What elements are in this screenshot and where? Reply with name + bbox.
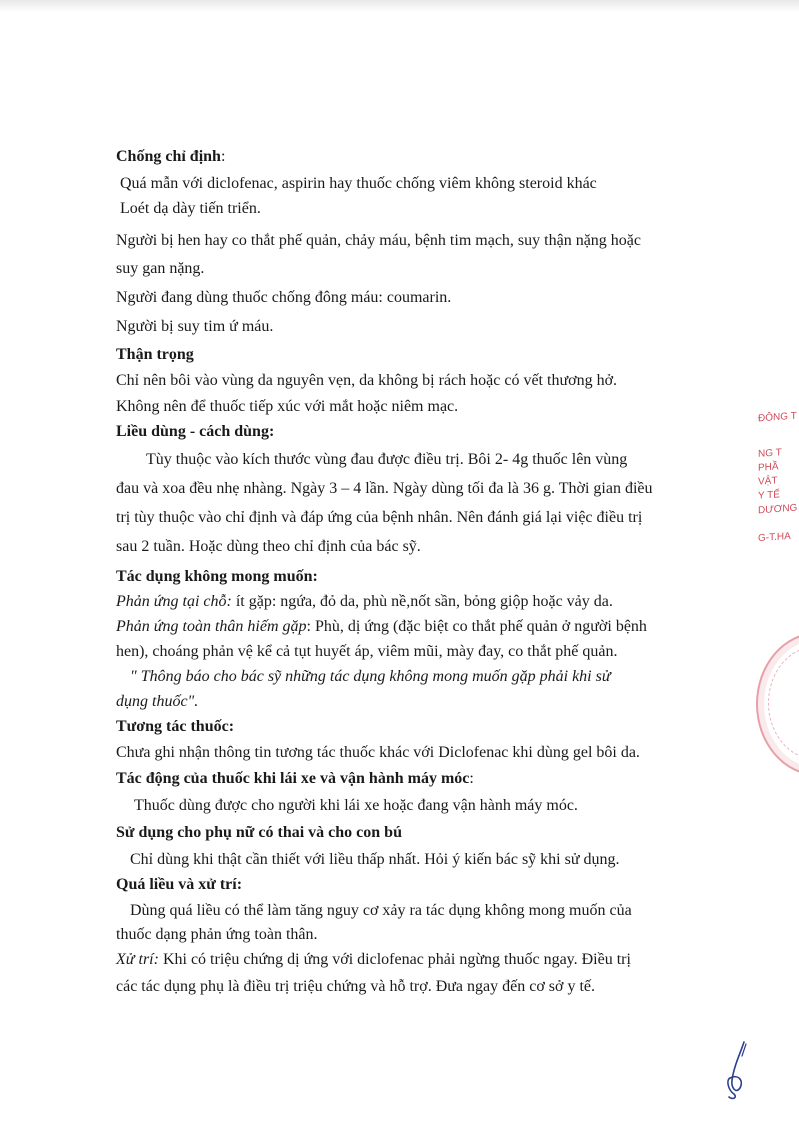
adverse-local-label: Phản ứng tại chỗ: [116,593,232,610]
contra-line-1: Quá mẫn với diclofenac, aspirin hay thuốc chống viêm không steroid khác [120,175,597,192]
contra-heading [116,147,225,167]
caution-title: Thận trọng [116,346,194,363]
stamp-text: PHẦ [758,461,779,474]
overdose-title: Quá liều và xử trí: [116,876,243,893]
adverse-local [116,592,613,612]
caution-line-2: Không nên để thuốc tiếp xúc với mắt hoặc niêm mạc. [116,398,459,415]
contra-line-2: Loét dạ dày tiến triển. [120,200,261,217]
adverse-title: Tác dụng không mong muốn: [116,568,318,585]
adverse-systemic [116,617,647,637]
contra-line-5: Người bị suy tim ứ máu. [116,318,274,335]
contra-line-3a: Người bị hen hay co thắt phế quản, chảy máu, bệnh tim mạch, suy thận nặng hoặc [116,232,641,249]
pregnancy-line-1: Chỉ dùng khi thật cần thiết với liều thấp nhất. Hỏi ý kiến bác sỹ khi sử dụng. [130,851,620,868]
signature [720,1040,760,1100]
driving-heading [116,769,474,789]
stamp-text: ĐÔNG T [758,410,797,425]
stamp-text: G-T.HA [758,530,791,545]
treatment-label: Xử trí: [116,951,159,968]
adverse-systemic-line-2: hen), choáng phản vệ kể cả tụt huyết áp, viêm mũi, mày đay, co thắt phế quản. [116,643,618,660]
scan-edge [0,0,799,12]
caution-line-1: Chỉ nên bôi vào vùng da nguyên vẹn, da không bị rách hoặc có vết thương hở. [116,372,618,389]
dosage-line-4: sau 2 tuần. Hoặc dùng theo chỉ định của bác sỹ. [116,538,421,555]
adverse-notice-line-1: " Thông báo cho bác sỹ những tác dụng không mong muốn gặp phải khi sử [130,668,611,685]
interaction-line-1: Chưa ghi nhận thông tin tương tác thuốc khác với Diclofenac khi dùng gel bôi da. [116,744,640,761]
stamp-text: DƯƠNG [758,502,798,517]
contra-colon: : [220,148,226,165]
overdose-line-1: Dùng quá liều có thể làm tăng nguy cơ xảy ra tác dụng không mong muốn của [130,902,632,919]
interaction-title: Tương tác thuốc: [116,718,235,735]
adverse-local-text: ít gặp: ngứa, đỏ da, phù nề,nốt sần, bỏng giộp hoặc vảy da. [231,593,613,610]
driving-title: Tác động của thuốc khi lái xe và vận hành máy móc [116,770,470,787]
contra-title: Chống chỉ định [116,148,221,165]
dosage-title: Liều dùng - cách dùng: [116,423,275,440]
driving-colon: : [469,770,474,787]
pregnancy-title: Sử dụng cho phụ nữ có thai và cho con bú [116,824,402,841]
stamp-text: Y TẾ [758,489,780,502]
driving-line-1: Thuốc dùng được cho người khi lái xe hoặc đang vận hành máy móc. [134,797,578,814]
adverse-systemic-text: : Phù, dị ứng (đặc biệt co thắt phế quản ở người bệnh [306,618,647,635]
treatment-line-2: các tác dụng phụ là điều trị triệu chứng và hỗ trợ. Đưa ngay đến cơ sở y tế. [116,978,596,995]
contra-line-3b: suy gan nặng. [116,260,205,277]
dosage-line-3: trị tùy thuộc vào chỉ định và đáp ứng của bệnh nhân. Nên đánh giá lại việc điều trị [116,509,643,526]
company-stamp [750,408,799,548]
dosage-line-2: đau và xoa đều nhẹ nhàng. Ngày 3 – 4 lần. Ngày dùng tối đa là 36 g. Thời gian điều [116,480,653,497]
stamp-text: NG T [758,447,782,460]
treatment-text: Khi có triệu chứng dị ứng với diclofenac phải ngừng thuốc ngay. Điều trị [158,951,631,968]
contra-line-4: Người đang dùng thuốc chống đông máu: coumarin. [116,289,452,306]
overdose-line-2: thuốc dạng phản ứng toàn thân. [116,926,318,943]
dosage-line-1: Tùy thuộc vào kích thước vùng đau được điều trị. Bôi 2- 4g thuốc lên vùng [146,451,628,468]
adverse-systemic-label: Phản ứng toàn thân hiếm gặp [116,618,307,635]
stamp-text: VẬT [758,475,778,488]
treatment-line-1 [116,950,631,970]
adverse-notice-line-2: dụng thuốc". [116,693,199,710]
